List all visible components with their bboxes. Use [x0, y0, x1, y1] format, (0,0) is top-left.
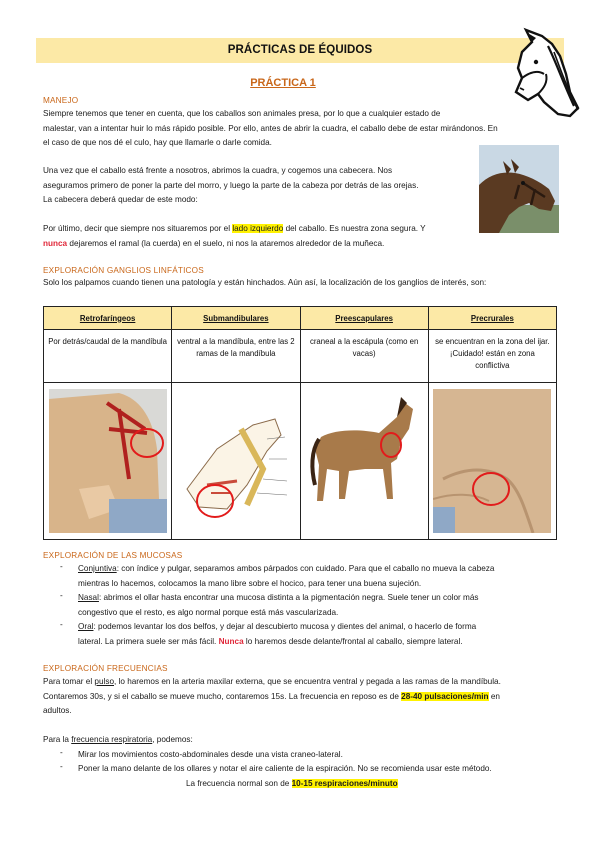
resp-text-b: , podemos: [152, 735, 193, 744]
manejo-paragraph-4 [43, 237, 384, 252]
conjuntiva-label: Conjuntiva [78, 564, 117, 573]
img-cell-submandibulares [172, 383, 300, 540]
dash-marker: - [60, 620, 63, 630]
dash-marker: - [60, 591, 63, 601]
img-cell-preescapulares [300, 383, 428, 540]
lymph-nodes-table [43, 306, 557, 540]
mucosa-oral-line-2 [78, 635, 463, 650]
mucosa-conjuntiva-line-1 [78, 562, 494, 577]
desc-retrofaringeos: Por detrás/caudal de la mandíbula [44, 330, 172, 383]
resp-text-a: Para la [43, 735, 72, 744]
oral-text-2a: lateral. La primera suele ser más fácil. [78, 637, 219, 646]
pulso-line-2 [43, 690, 500, 705]
col-header-precrurales: Precrurales [428, 307, 556, 330]
mucosa-conjuntiva-line-2: mientras lo hacemos, colocamos la mano libre sobre el hocico, para tener una buena sujeción. [78, 578, 422, 588]
img-cell-precrurales [428, 383, 556, 540]
oral-label: Oral [78, 622, 94, 632]
precrural-photo [433, 389, 551, 533]
mucosa-oral-line-1 [78, 620, 476, 635]
haltered-horse-photo [479, 145, 559, 233]
submandibular-diagram [177, 389, 295, 533]
manejo-p4-text: dejaremos el ramal (la cuerda) en el suelo, ni nos la ataremos alrededor de la muñeca. [67, 238, 385, 248]
dash-marker: - [60, 747, 63, 757]
pulso-line-3: adultos. [43, 706, 72, 716]
manejo-paragraph-2-line-3: La cabecera deberá quedar de este modo: [43, 195, 198, 205]
col-header-retrofaringeos: Retrofaríngeos [44, 307, 172, 330]
resp-term: frecuencia respiratoria [71, 735, 153, 744]
manejo-paragraph-2-line-2: aseguramos primero de poner la parte del morro, y luego la parte de la cabeza por detrás de las orejas. [43, 180, 419, 190]
dash-marker: - [60, 762, 63, 772]
col-header-preescapulares: Preescapulares [300, 307, 428, 330]
horse-head-logo [508, 22, 588, 120]
title-bar [36, 38, 564, 63]
mucosa-nasal-line-2: congestivo que el resto, es algo normal porque está más vascularizada. [78, 607, 339, 617]
pulso-line-1 [43, 675, 501, 690]
retropharyngeal-photo [49, 389, 167, 533]
nasal-text-1: : abrimos el ollar hasta encontrar una mucosa distinta a la pigmentación negra. Suele tener un color más [98, 593, 479, 603]
resp-rate-highlight: 10-15 respiraciones/minuto [291, 778, 398, 788]
pulso-text-2b: en [488, 691, 500, 701]
resp-item-1: Mirar los movimientos costo-abdominales desde una vista craneo-lateral. [78, 749, 343, 759]
resp-normal-text: La frecuencia normal son de [186, 778, 292, 788]
manejo-p3-text-b: del caballo. Es nuestra zona segura. Y [283, 224, 426, 233]
manejo-paragraph-3 [43, 222, 426, 237]
img-cell-retrofaringeos [44, 383, 172, 540]
manejo-paragraph-1-line-3: el caso de que nos dé el culo, hay que llamarle o darle comida. [43, 138, 272, 148]
manejo-p3-text-a: Por último, decir que siempre nos situaremos por el [43, 224, 233, 233]
pulso-text-b: , lo haremos en la arteria maxilar externa, que se encuentra ventral y pegada a las ramas de la mandíbula. [114, 677, 501, 686]
practice-subtitle: PRÁCTICA 1 [250, 77, 316, 89]
nunca-warning: nunca [43, 238, 68, 248]
section-heading-ganglios: EXPLORACIÓN GANGLIOS LINFÁTICOS [43, 266, 204, 275]
desc-precrurales: se encuentran en la zona del ijar. ¡Cuidado! están en zona conflictiva [428, 330, 556, 383]
pulse-rate-highlight: 28-40 pulsaciones/min [401, 691, 489, 701]
resp-intro [43, 733, 193, 748]
oral-nunca-warning: Nunca [218, 637, 244, 646]
manejo-paragraph-1-line-1: Siempre tenemos que tener en cuenta, que los caballos son animales presa, por lo que a cualquier estado de [43, 109, 441, 118]
prescapular-horse-photo [305, 389, 423, 533]
mucosa-nasal-line-1 [78, 591, 479, 606]
pulso-text-a: Para tomar el [43, 677, 95, 686]
oral-text-1: : podemos levantar los dos belfos, y dejar al descubierto mucosa y dientes del animal, o hacerlo de forma [93, 622, 477, 632]
pulso-term: pulso [94, 677, 114, 686]
dash-marker: - [60, 562, 63, 571]
conjuntiva-text-1: : con índice y pulgar, separamos ambos párpados con cuidado. Para que el caballo no mueva la cabeza [116, 564, 495, 573]
manejo-paragraph-1-line-2: malestar, van a intentar huir lo más rápido posible. Por ello, antes de abrir la cuadra, el caballo debe de estar mirándonos. En [43, 123, 498, 133]
resp-item-2: Poner la mano delante de los ollares y notar el aire caliente de la espiración. No se recomienda usar este método. [78, 764, 492, 774]
section-heading-frecuencias: EXPLORACIÓN FRECUENCIAS [43, 664, 168, 673]
col-header-submandibulares: Submandibulares [172, 307, 300, 330]
nasal-label: Nasal [78, 593, 99, 603]
manejo-paragraph-2-line-1: Una vez que el caballo está frente a nosotros, abrimos la cuadra, y cogemos una cabecera. Nos [43, 166, 393, 175]
page-title: PRÁCTICAS DE ÉQUIDOS [227, 44, 373, 56]
resp-normal [186, 777, 398, 792]
desc-preescapulares: craneal a la escápula (como en vacas) [300, 330, 428, 383]
section-heading-mucosas: EXPLORACIÓN DE LAS MUCOSAS [43, 551, 183, 560]
section-heading-manejo: MANEJO [43, 96, 79, 105]
pulso-text-2a: Contaremos 30s, y si el caballo se mueve mucho, contaremos 15s. La frecuencia en reposo es de [43, 691, 402, 701]
left-side-highlight: lado izquierdo [232, 224, 284, 233]
ganglios-intro: Solo los palpamos cuando tienen una patología y están hinchados. Aún así, la localización de los ganglios de interés, son: [43, 278, 487, 287]
desc-submandibulares: ventral a la mandíbula, entre las 2 ramas de la mandíbula [172, 330, 300, 383]
oral-text-2b: lo haremos desde delante/frontal al caballo, siempre lateral. [243, 637, 463, 646]
